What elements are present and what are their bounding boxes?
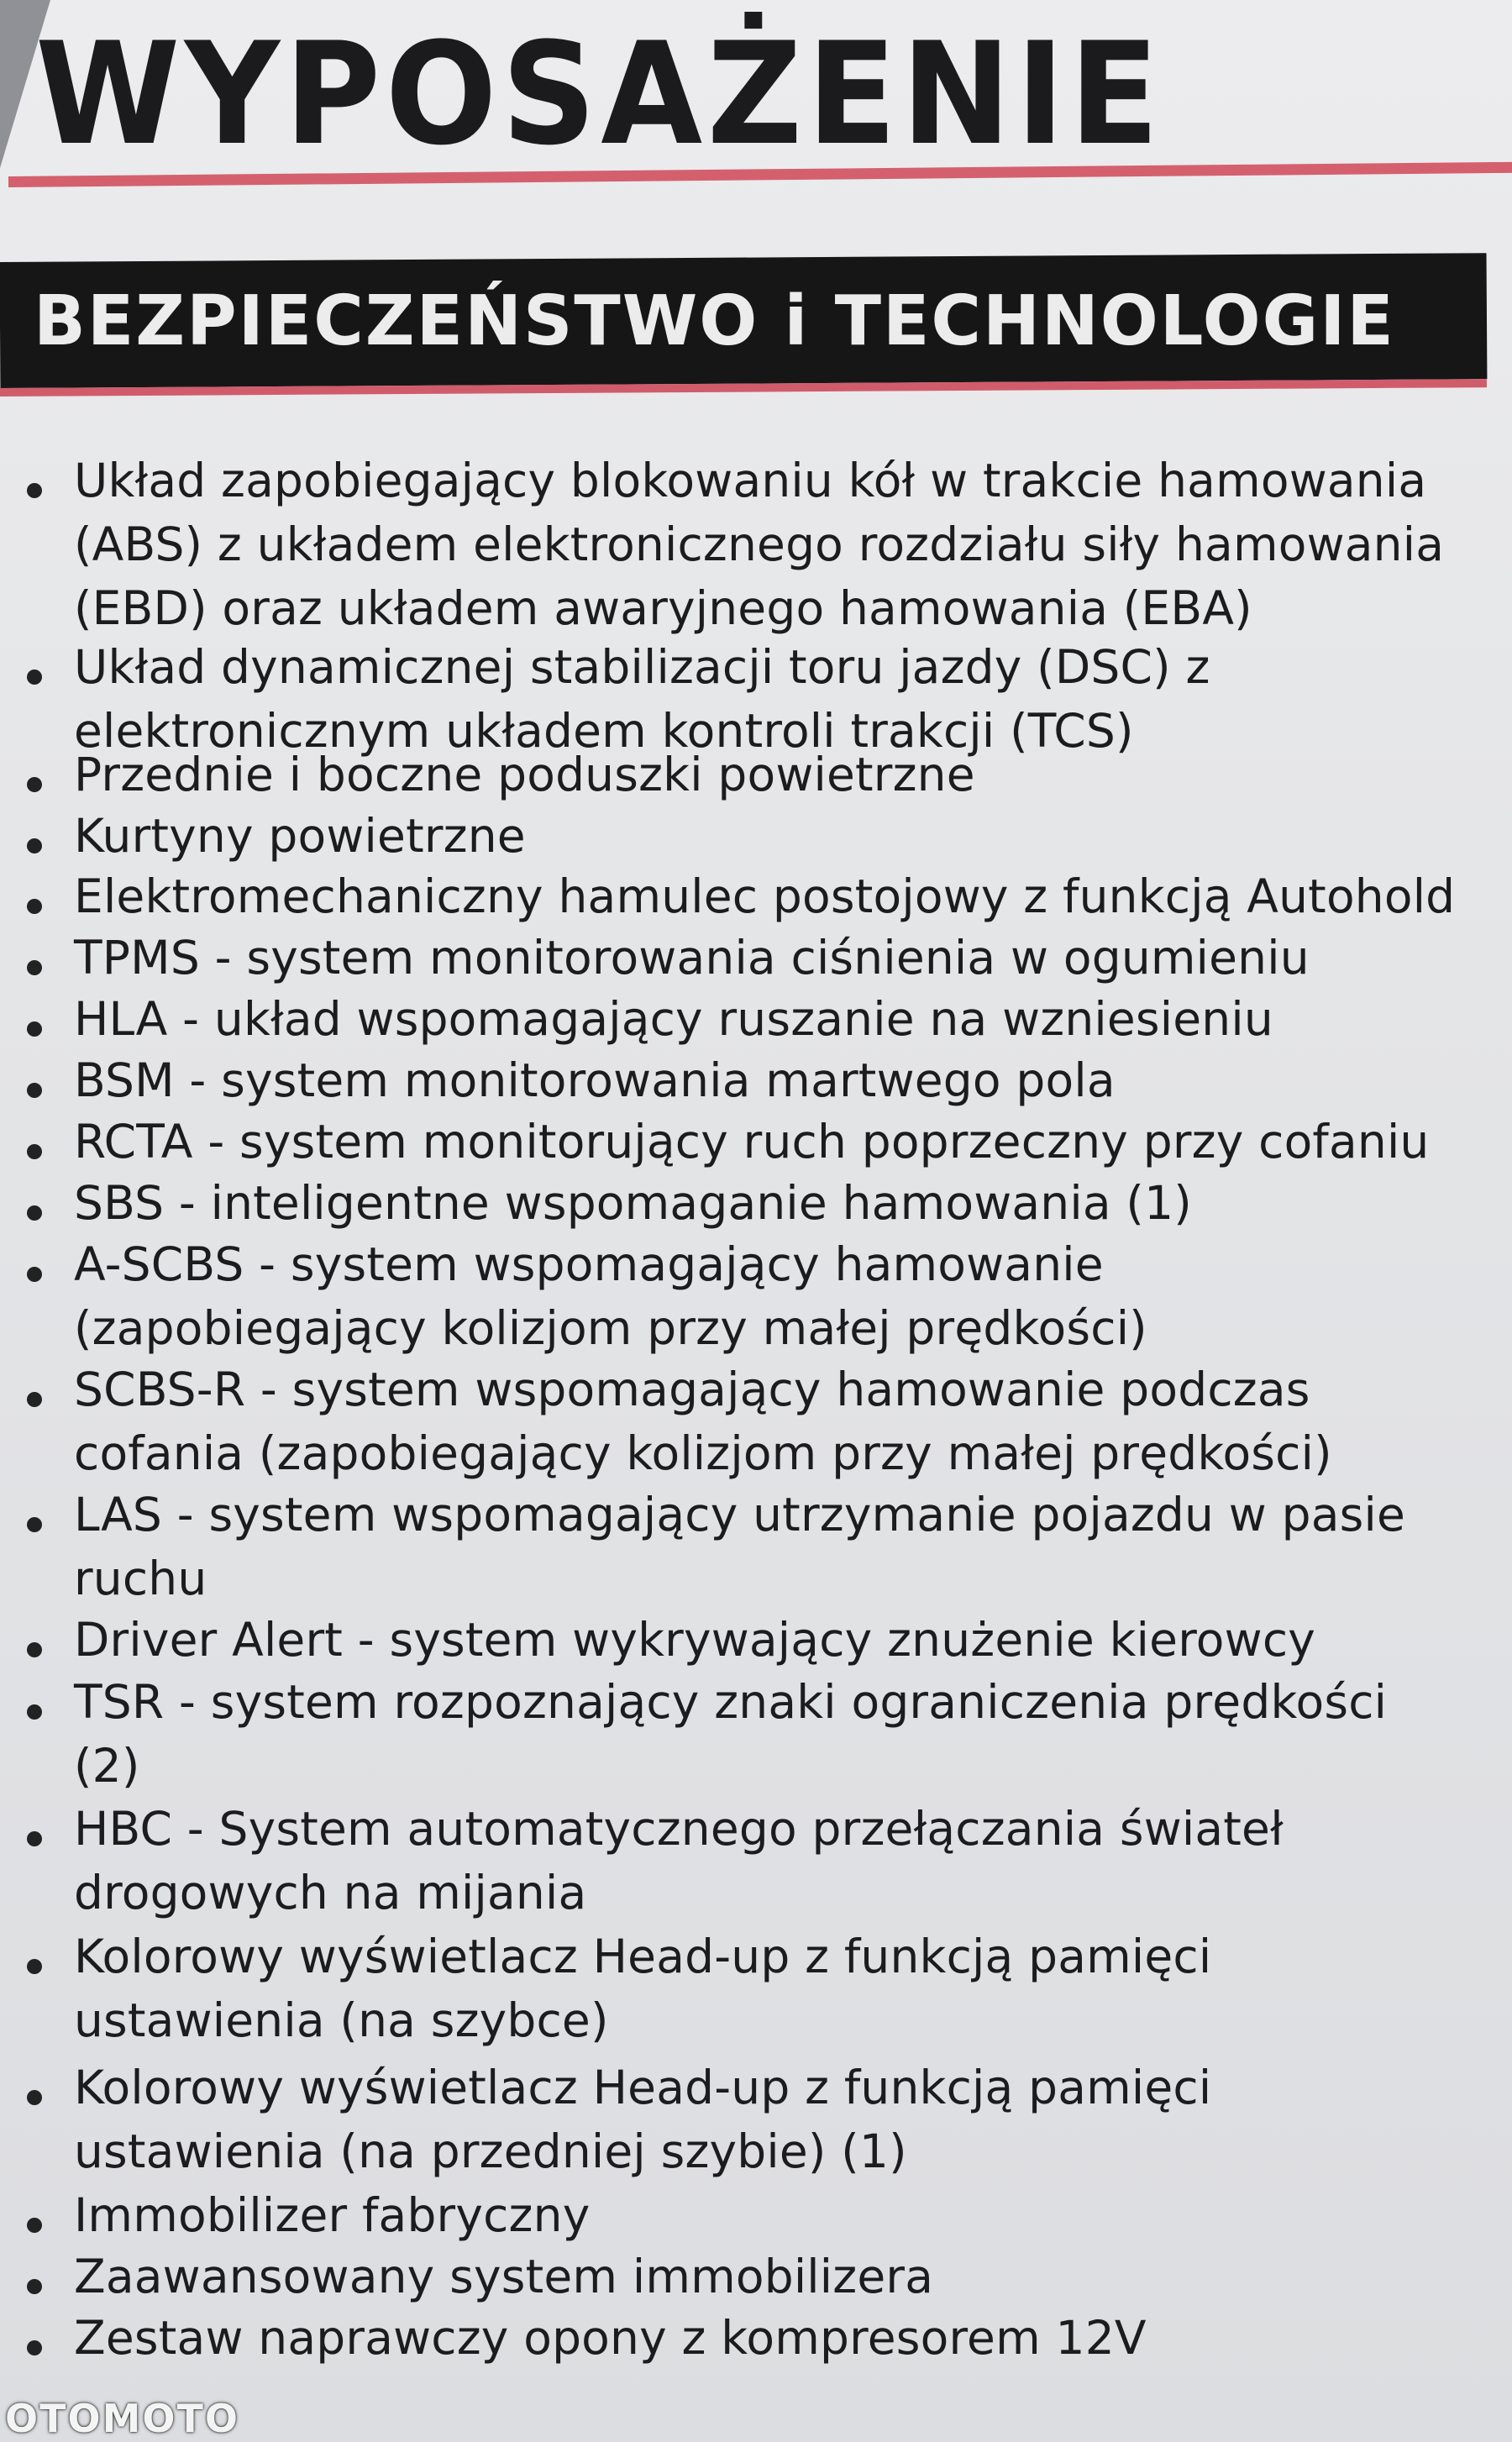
bullet-icon xyxy=(27,1083,42,1098)
list-item-line: Kolorowy wyświetlacz Head-up z funkcją pamięci xyxy=(74,2061,1212,2114)
list-item-line: SCBS-R - system wspomagający hamowanie podczas xyxy=(74,1363,1310,1416)
list-item-line: ustawienia (na szybce) xyxy=(74,1993,609,2047)
bullet-icon xyxy=(27,1704,42,1720)
bullet-icon xyxy=(27,483,42,498)
bullet-icon xyxy=(27,2340,42,2355)
list-item-line: TPMS - system monitorowania ciśnienia w ogumieniu xyxy=(74,931,1310,985)
bullet-icon xyxy=(27,1831,42,1846)
bullet-icon xyxy=(27,1642,42,1657)
section-title: BEZPIECZEŃSTWO i TECHNOLOGIE xyxy=(34,281,1395,361)
bullet-icon xyxy=(27,899,42,914)
bullet-icon xyxy=(27,670,42,685)
list-item-line: (ABS) z układem elektronicznego rozdziału siły hamowania xyxy=(74,517,1445,571)
page-title: WYPOSAŻENIE xyxy=(35,12,1164,176)
list-item-line: drogowych na mijania xyxy=(74,1866,587,1919)
list-item-line: elektronicznym układem kontroli trakcji (TCS) xyxy=(74,704,1134,758)
bullet-icon xyxy=(27,2218,42,2233)
bullet-icon xyxy=(27,1267,42,1282)
bullet-icon xyxy=(27,1021,42,1037)
bullet-icon xyxy=(27,1144,42,1159)
list-item-line: Immobilizer fabryczny xyxy=(74,2188,591,2242)
list-item-line: Układ zapobiegający blokowaniu kół w trakcie hamowania xyxy=(74,454,1427,507)
watermark-logo: OTOMOTO xyxy=(5,2396,239,2441)
bullet-icon xyxy=(27,2279,42,2294)
list-item-line: Zestaw naprawczy opony z kompresorem 12V xyxy=(74,2311,1147,2365)
list-item-line: SBS - inteligentne wspomaganie hamowania (1) xyxy=(74,1176,1192,1230)
bullet-icon xyxy=(27,1517,42,1532)
list-item-line: (EBD) oraz układem awaryjnego hamowania (EBA) xyxy=(74,581,1252,635)
list-item-line: ruchu xyxy=(74,1552,207,1605)
list-item-line: A-SCBS - system wspomagający hamowanie xyxy=(74,1237,1104,1291)
list-item-line: (zapobiegający kolizjom przy małej prędkości) xyxy=(74,1301,1147,1355)
list-item-line: cofania (zapobiegający kolizjom przy małej prędkości) xyxy=(74,1426,1332,1480)
list-item-line: BSM - system monitorowania martwego pola xyxy=(74,1053,1116,1107)
bullet-icon xyxy=(27,1392,42,1407)
list-item-line: Driver Alert - system wykrywający znużenie kierowcy xyxy=(74,1613,1316,1667)
bullet-icon xyxy=(27,2090,42,2105)
bullet-icon xyxy=(27,777,42,792)
list-item-line: Układ dynamicznej stabilizacji toru jazdy (DSC) z xyxy=(74,640,1210,694)
list-item-line: Kolorowy wyświetlacz Head-up z funkcją pamięci xyxy=(74,1930,1212,1983)
bullet-icon xyxy=(27,1205,42,1221)
list-item-line: LAS - system wspomagający utrzymanie pojazdu w pasie xyxy=(74,1488,1406,1541)
list-item-line: TSR - system rozpoznający znaki ograniczenia prędkości xyxy=(74,1675,1388,1729)
list-item-line: Przednie i boczne poduszki powietrzne xyxy=(74,748,975,801)
bullet-icon xyxy=(27,838,42,853)
list-item-line: ustawienia (na przedniej szybie) (1) xyxy=(74,2124,907,2178)
list-item-line: RCTA - system monitorujący ruch poprzeczny przy cofaniu xyxy=(74,1115,1430,1168)
list-item-line: Zaawansowany system immobilizera xyxy=(74,2250,934,2303)
list-item-line: Kurtyny powietrzne xyxy=(74,809,526,863)
list-item-line: HBC - System automatycznego przełączania świateł xyxy=(74,1802,1284,1856)
list-item-line: HLA - układ wspomagający ruszanie na wzniesieniu xyxy=(74,992,1273,1046)
list-item-line: Elektromechaniczny hamulec postojowy z funkcją Autohold xyxy=(74,869,1456,923)
bullet-icon xyxy=(27,1959,42,1974)
list-item-line: (2) xyxy=(74,1739,140,1793)
bullet-icon xyxy=(27,960,42,975)
